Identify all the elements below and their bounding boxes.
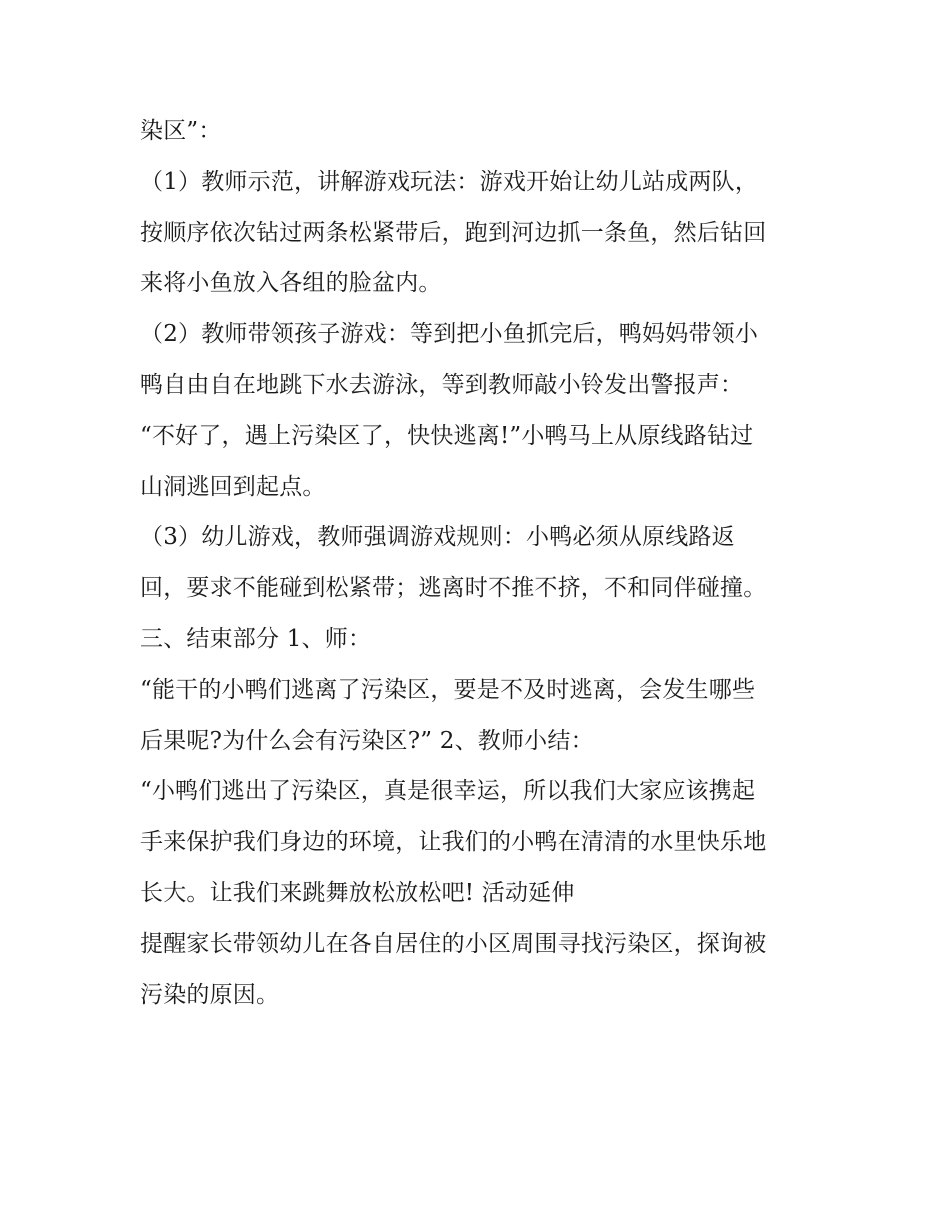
text-line: “小鸭们逃出了污染区，真是很幸运，所以我们大家应该携起 (140, 778, 756, 805)
text-line: 鸭自由自在地跳下水去游泳，等到教师敲小铃发出警报声： (140, 371, 744, 398)
text-line: 后果呢?为什么会有污染区?” 2、教师小结： (140, 727, 594, 754)
text-line: 污染的原因。 (140, 981, 280, 1008)
document-body (140, 106, 840, 1020)
text-line: 手来保护我们身边的环境，让我们的小鸭在清清的水里快乐地 (140, 829, 767, 856)
text-line: （3）幼儿游戏，教师强调游戏规则：小鸭必须从原线路返 (140, 524, 735, 551)
text-line: 染区”： (140, 118, 222, 144)
text-line: （1）教师示范，讲解游戏玩法：游戏开始让幼儿站成两队， (140, 168, 759, 195)
text-line: 来将小鱼放入各组的脸盆内。 (140, 270, 442, 297)
text-line: “不好了，遇上污染区了，快快逃离!”小鸭马上从原线路钻过 (140, 422, 754, 449)
text-line: 山洞逃回到起点。 (140, 473, 326, 500)
text-line: 长大。让我们来跳舞放松放松吧! 活动延伸 (140, 879, 575, 906)
text-line: 三、结束部分 1、师： (140, 625, 372, 652)
text-line: “能干的小鸭们逃离了污染区，要是不及时逃离，会发生哪些 (140, 676, 756, 703)
text-line: 按顺序依次钻过两条松紧带后，跑到河边抓一条鱼，然后钻回 (140, 219, 767, 246)
text-line: 回，要求不能碰到松紧带；逃离时不推不挤，不和同伴碰撞。 (140, 575, 767, 602)
text-line: （2）教师带领孩子游戏：等到把小鱼抓完后，鸭妈妈带领小 (140, 321, 759, 348)
text-line: 提醒家长带领幼儿在各自居住的小区周围寻找污染区，探询被 (140, 930, 767, 957)
